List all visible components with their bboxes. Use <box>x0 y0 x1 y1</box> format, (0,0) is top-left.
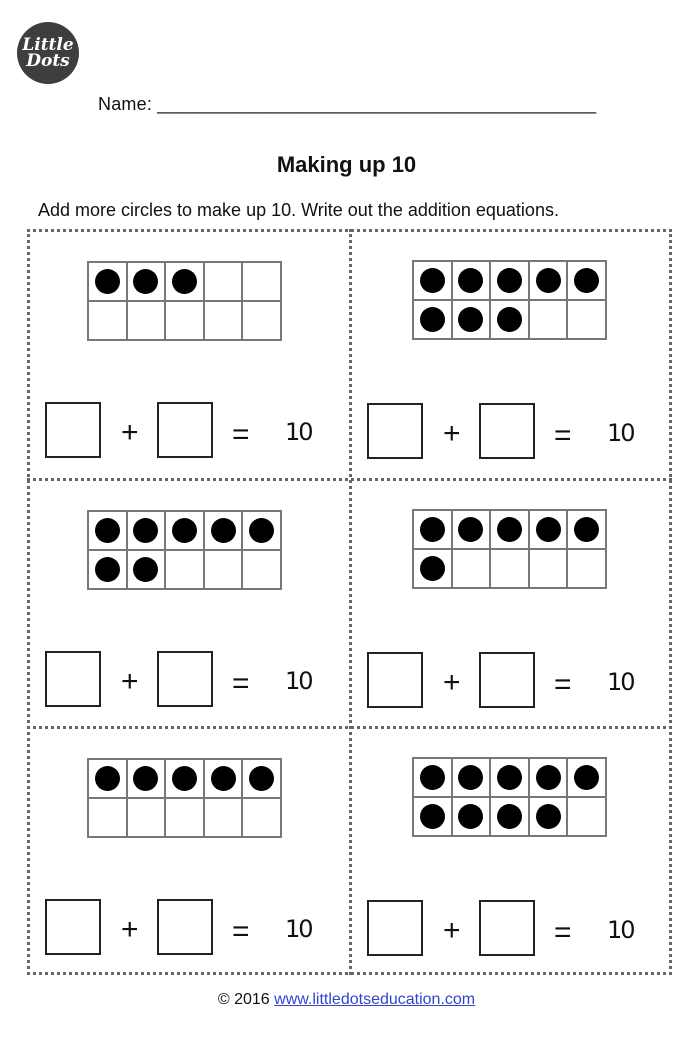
ten-frame-square[interactable] <box>204 798 243 837</box>
ten-frame-square[interactable] <box>127 301 166 340</box>
plus-sign: + <box>443 914 461 947</box>
ten-frame-square[interactable] <box>413 261 452 300</box>
worksheet-title: Making up 10 <box>276 152 417 177</box>
counter-dot <box>536 765 561 790</box>
ten-frame-square[interactable] <box>127 511 166 550</box>
counter-dot <box>211 518 236 543</box>
problem-6 <box>349 726 672 975</box>
equation-total: 10 <box>285 667 312 695</box>
ten-frame-square[interactable] <box>490 300 529 339</box>
counter-dot <box>536 804 561 829</box>
ten-frame-square[interactable] <box>165 759 204 798</box>
counter-dot <box>536 268 561 293</box>
ten-frame <box>87 510 282 590</box>
ten-frame-square[interactable] <box>452 261 491 300</box>
counter-dot <box>133 518 158 543</box>
ten-frame-square[interactable] <box>413 510 452 549</box>
name-field[interactable]: Name: ___________________________________________ <box>98 94 597 114</box>
ten-frame-square[interactable] <box>567 758 606 797</box>
counter-dot <box>420 517 445 542</box>
ten-frame-square[interactable] <box>127 262 166 301</box>
counter-dot <box>95 557 120 582</box>
ten-frame <box>412 509 607 589</box>
counter-dot <box>420 268 445 293</box>
plus-sign: + <box>443 666 461 699</box>
counter-dot <box>574 765 599 790</box>
equals-sign: = <box>232 418 250 451</box>
ten-frame-square[interactable] <box>88 798 127 837</box>
counter-dot <box>458 765 483 790</box>
plus-sign: + <box>443 417 461 450</box>
counter-dot <box>458 307 483 332</box>
ten-frame-square[interactable] <box>567 261 606 300</box>
ten-frame-square[interactable] <box>567 797 606 836</box>
counter-dot <box>420 765 445 790</box>
ten-frame-square[interactable] <box>490 510 529 549</box>
ten-frame-square[interactable] <box>529 510 568 549</box>
problem-1 <box>27 229 349 478</box>
counter-dot <box>133 557 158 582</box>
ten-frame-square[interactable] <box>242 798 281 837</box>
footer <box>0 991 693 1009</box>
ten-frame-square[interactable] <box>413 300 452 339</box>
counter-dot <box>497 268 522 293</box>
ten-frame-square[interactable] <box>204 301 243 340</box>
ten-frame-square[interactable] <box>413 797 452 836</box>
answer-box-addend-1[interactable] <box>367 652 423 708</box>
counter-dot <box>458 268 483 293</box>
counter-dot <box>172 518 197 543</box>
counter-dot <box>249 766 274 791</box>
ten-frame-square[interactable] <box>413 549 452 588</box>
ten-frame-square[interactable] <box>490 549 529 588</box>
problem-3 <box>27 478 349 726</box>
ten-frame-square[interactable] <box>127 550 166 589</box>
ten-frame-square[interactable] <box>567 300 606 339</box>
ten-frame-square[interactable] <box>165 511 204 550</box>
counter-dot <box>420 307 445 332</box>
plus-sign: + <box>121 416 139 449</box>
counter-dot <box>172 269 197 294</box>
ten-frame-square[interactable] <box>165 262 204 301</box>
problem-2 <box>349 229 672 478</box>
answer-box-addend-1[interactable] <box>45 899 101 955</box>
logo-line-1: Little <box>22 34 74 55</box>
counter-dot <box>95 766 120 791</box>
ten-frame-square[interactable] <box>529 300 568 339</box>
ten-frame-square[interactable] <box>490 758 529 797</box>
answer-box-addend-2[interactable] <box>157 899 213 955</box>
equals-sign: = <box>232 667 250 700</box>
ten-frame <box>412 260 607 340</box>
answer-box-addend-2[interactable] <box>479 900 535 956</box>
little-dots-logo <box>17 22 79 84</box>
answer-box-addend-1[interactable] <box>45 651 101 707</box>
ten-frame <box>87 261 282 341</box>
counter-dot <box>133 766 158 791</box>
answer-box-addend-2[interactable] <box>479 403 535 459</box>
equation-total: 10 <box>285 418 312 446</box>
plus-sign: + <box>121 665 139 698</box>
counter-dot <box>574 268 599 293</box>
ten-frame-square[interactable] <box>204 759 243 798</box>
ten-frame-square[interactable] <box>452 510 491 549</box>
answer-box-addend-1[interactable] <box>45 402 101 458</box>
ten-frame-square[interactable] <box>127 798 166 837</box>
ten-frame-square[interactable] <box>529 261 568 300</box>
website-link[interactable]: www.littledotseducation.com <box>274 991 476 1008</box>
equation-total: 10 <box>607 916 634 944</box>
equals-sign: = <box>554 419 572 452</box>
ten-frame-square[interactable] <box>242 301 281 340</box>
ten-frame-square[interactable] <box>88 301 127 340</box>
problem-grid <box>27 229 672 975</box>
ten-frame-square[interactable] <box>204 550 243 589</box>
ten-frame <box>412 757 607 837</box>
counter-dot <box>574 517 599 542</box>
counter-dot <box>458 804 483 829</box>
ten-frame-square[interactable] <box>88 262 127 301</box>
ten-frame-square[interactable] <box>165 301 204 340</box>
problem-4 <box>349 478 672 726</box>
counter-dot <box>536 517 561 542</box>
ten-frame-square[interactable] <box>88 511 127 550</box>
ten-frame-square[interactable] <box>529 758 568 797</box>
counter-dot <box>497 804 522 829</box>
equation-total: 10 <box>285 915 312 943</box>
answer-box-addend-2[interactable] <box>479 652 535 708</box>
counter-dot <box>133 269 158 294</box>
ten-frame-square[interactable] <box>242 262 281 301</box>
ten-frame-square[interactable] <box>204 262 243 301</box>
counter-dot <box>497 307 522 332</box>
ten-frame-square[interactable] <box>529 549 568 588</box>
counter-dot <box>95 518 120 543</box>
equals-sign: = <box>232 915 250 948</box>
ten-frame-square[interactable] <box>88 550 127 589</box>
counter-dot <box>458 517 483 542</box>
ten-frame-square[interactable] <box>127 759 166 798</box>
counter-dot <box>95 269 120 294</box>
counter-dot <box>420 556 445 581</box>
counter-dot <box>211 766 236 791</box>
plus-sign: + <box>121 913 139 946</box>
counter-dot <box>497 517 522 542</box>
ten-frame-square[interactable] <box>413 758 452 797</box>
ten-frame-square[interactable] <box>490 797 529 836</box>
ten-frame <box>87 758 282 838</box>
instructions: Add more circles to make up 10. Write out the addition equations. <box>38 200 559 220</box>
ten-frame-square[interactable] <box>452 758 491 797</box>
ten-frame-square[interactable] <box>242 550 281 589</box>
ten-frame-square[interactable] <box>529 797 568 836</box>
counter-dot <box>172 766 197 791</box>
ten-frame-square[interactable] <box>452 797 491 836</box>
ten-frame-square[interactable] <box>452 549 491 588</box>
equals-sign: = <box>554 916 572 949</box>
ten-frame-square[interactable] <box>242 759 281 798</box>
counter-dot <box>420 804 445 829</box>
ten-frame-square[interactable] <box>88 759 127 798</box>
counter-dot <box>249 518 274 543</box>
problem-5 <box>27 726 349 975</box>
copyright: © 2016 <box>217 991 270 1008</box>
logo-line-2: Dots <box>26 51 70 71</box>
ten-frame-square[interactable] <box>452 300 491 339</box>
counter-dot <box>497 765 522 790</box>
equation-total: 10 <box>607 419 634 447</box>
answer-box-addend-1[interactable] <box>367 900 423 956</box>
answer-box-addend-1[interactable] <box>367 403 423 459</box>
ten-frame-square[interactable] <box>490 261 529 300</box>
answer-box-addend-2[interactable] <box>157 651 213 707</box>
answer-box-addend-2[interactable] <box>157 402 213 458</box>
ten-frame-square[interactable] <box>165 550 204 589</box>
ten-frame-square[interactable] <box>165 798 204 837</box>
ten-frame-square[interactable] <box>567 549 606 588</box>
ten-frame-square[interactable] <box>242 511 281 550</box>
ten-frame-square[interactable] <box>204 511 243 550</box>
equation-total: 10 <box>607 668 634 696</box>
ten-frame-square[interactable] <box>567 510 606 549</box>
equals-sign: = <box>554 668 572 701</box>
